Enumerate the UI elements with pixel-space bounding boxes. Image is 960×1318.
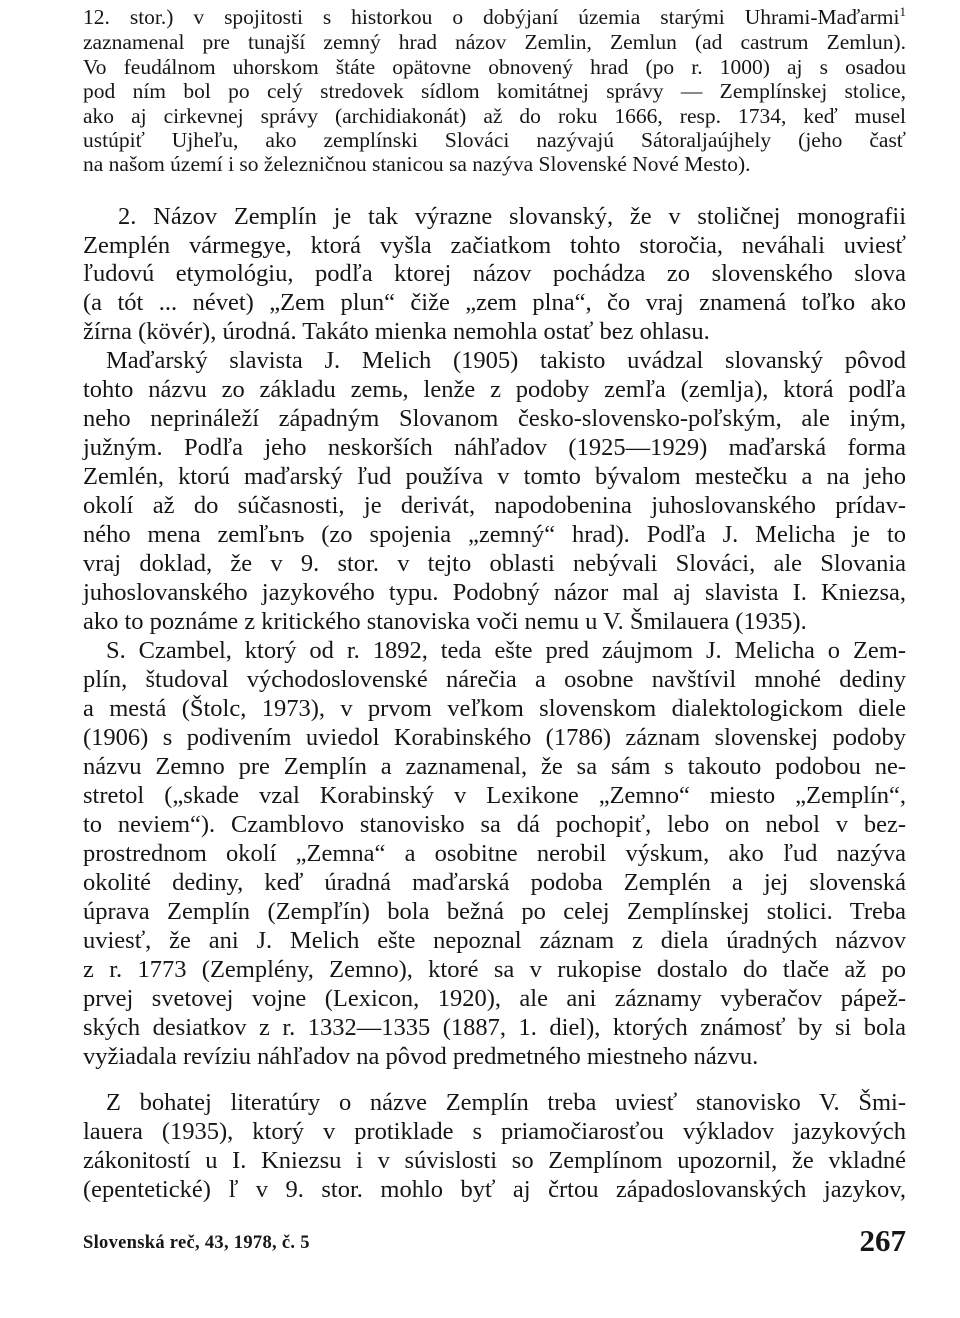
body-line-30: vyžiadala revíziu náhľadov na pôvod predmetného miestneho názvu. bbox=[83, 1043, 759, 1070]
intro-line-1-text: 12. stor.) v spojitosti s historkou o dobýjaní územia starými Uhrami-Maďarmi bbox=[83, 5, 900, 29]
footnote-mark: 1 bbox=[899, 3, 906, 19]
body-line-32: lauera (1935), ktorý v protiklade s priamočiarosťou výkladov jazykových bbox=[83, 1118, 906, 1145]
body-line-16: S. Czambel, ktorý od r. 1892, teda ešte pred záujmom J. Melicha o Zem- bbox=[106, 637, 906, 664]
body-line-1: 2. Názov Zemplín je tak výrazne slovanský, že v stoličnej monografii bbox=[118, 203, 906, 230]
body-line-8: neho neprináleží západným Slovanom česko-slovensko-poľským, ale iným, bbox=[83, 405, 906, 432]
body-line-17: plín, študoval východoslovenské nárečia a osobne navštívil mnohé dediny bbox=[83, 666, 906, 693]
intro-line-4: pod ním bol po celý stredovek sídlom komitátnej správy — Zemplínskej stolice, bbox=[83, 79, 906, 103]
body-line-22: to neviem“). Czamblovo stanovisko sa dá pochopiť, lebo on nebol v bez- bbox=[83, 811, 906, 838]
body-line-10: Zemlén, ktorú maďarský ľud používa v tomto bývalom mestečku a na jeho bbox=[83, 463, 906, 490]
body-line-21: stretol („skade vzal Korabinský v Lexikone „Zemno“ miesto „Zemplín“, bbox=[83, 782, 906, 809]
body-line-27: z r. 1773 (Zemplény, Zemno), ktoré sa v rukopise dostalo do tlače až po bbox=[83, 956, 906, 983]
body-line-31: Z bohatej literatúry o názve Zemplín treba uviesť stanovisko V. Šmi- bbox=[106, 1089, 906, 1116]
intro-line-3: Vo feudálnom uhorskom štáte opätovne obnovený hrad (po r. 1000) aj s osadou bbox=[83, 55, 906, 79]
body-line-7: tohto názvu zo základu zemь, lenže z podoby zemľa (zemlja), ktorá podľa bbox=[83, 376, 906, 403]
body-line-4: (a tót ... névet) „Zem plun“ čiže „zem plna“, čo vraj znamená toľko ako bbox=[83, 289, 906, 316]
body-line-11: okolí až do súčasnosti, je derivát, napodobenina juhoslovanského prídav- bbox=[83, 492, 906, 519]
body-line-19: (1906) s podivením uviedol Korabinského (1786) záznam slovenskej podoby bbox=[83, 724, 906, 751]
body-line-9: južným. Podľa jeho neskorších náhľadov (1925—1929) maďarská forma bbox=[83, 434, 906, 461]
intro-line-7: na našom území i so železničnou stanicou sa nazýva Slovenské Nové Mesto). bbox=[83, 152, 751, 176]
body-line-28: prvej svetovej vojne (Lexicon, 1920), ale ani záznamy vyberačov pápež- bbox=[83, 985, 906, 1012]
body-line-24: okolité dediny, keď úradná maďarská podoba Zemplén a jej slovenská bbox=[83, 869, 906, 896]
body-line-33: zákonitostí u I. Kniezsu i v súvislosti so Zemplínom upozornil, že vkladné bbox=[83, 1147, 906, 1174]
body-line-3: ľudovú etymológiu, podľa ktorej názov pochádza zo slovenského slova bbox=[83, 260, 906, 287]
body-line-18: a mestá (Štolc, 1973), v prvom veľkom slovenskom dialektologickom diele bbox=[83, 695, 906, 722]
body-line-29: ských desiatkov z r. 1332—1335 (1887, 1. diel), ktorých známosť by si bola bbox=[83, 1014, 906, 1041]
intro-line-2: zaznamenal pre tunajší zemný hrad názov Zemlin, Zemlun (ad castrum Zemlun). bbox=[83, 30, 906, 54]
body-line-34: (epentetické) ľ v 9. stor. mohlo byť aj črtou západoslovanských jazykov, bbox=[83, 1176, 906, 1203]
journal-citation: Slovenská reč, 43, 1978, č. 5 bbox=[83, 1233, 310, 1253]
page-number: 267 bbox=[859, 1223, 906, 1258]
body-line-14: juhoslovanského jazykového typu. Podobný názor mal aj slavista I. Kniezsa, bbox=[83, 579, 906, 606]
intro-line-6: ustúpiť Ujheľu, ako zemplínski Slováci nazývajú Sátoraljaújhely (jeho časť bbox=[83, 128, 906, 152]
body-line-25: úprava Zemplín (Zempľín) bola bežná po celej Zemplínskej stolici. Treba bbox=[83, 898, 906, 925]
body-line-2: Zemplén vármegye, ktorá vyšla začiatkom tohto storočia, neváhali uviesť bbox=[83, 232, 906, 259]
body-line-5: žírna (kövér), úrodná. Takáto mienka nemohla ostať bez ohlasu. bbox=[83, 318, 710, 345]
body-line-13: vraj doklad, že v 9. stor. v tejto oblasti nebývali Slováci, ale Slovania bbox=[83, 550, 906, 577]
body-line-12: ného mena zemľьnъ (zo spojenia „zemný“ hrad). Podľa J. Melicha je to bbox=[83, 521, 906, 548]
body-line-26: uviesť, že ani J. Melich ešte nepoznal záznam z diela úradných názvov bbox=[83, 927, 906, 954]
body-line-23: prostrednom okolí „Zemna“ a osobitne nerobil výskum, ako ľud nazýva bbox=[83, 840, 906, 867]
body-line-6: Maďarský slavista J. Melich (1905) takisto uvádzal slovanský pôvod bbox=[106, 347, 906, 374]
intro-line-5: ako aj cirkevnej správy (archidiakonát) až do roku 1666, resp. 1734, keď musel bbox=[83, 104, 906, 128]
body-line-20: názvu Zemno pre Zemplín a zaznamenal, že sa sám s takouto podobou ne- bbox=[83, 753, 906, 780]
intro-line-1 bbox=[83, 4, 906, 30]
body-line-15: ako to poznáme z kritického stanoviska voči nemu u V. Šmilauera (1935). bbox=[83, 608, 807, 635]
